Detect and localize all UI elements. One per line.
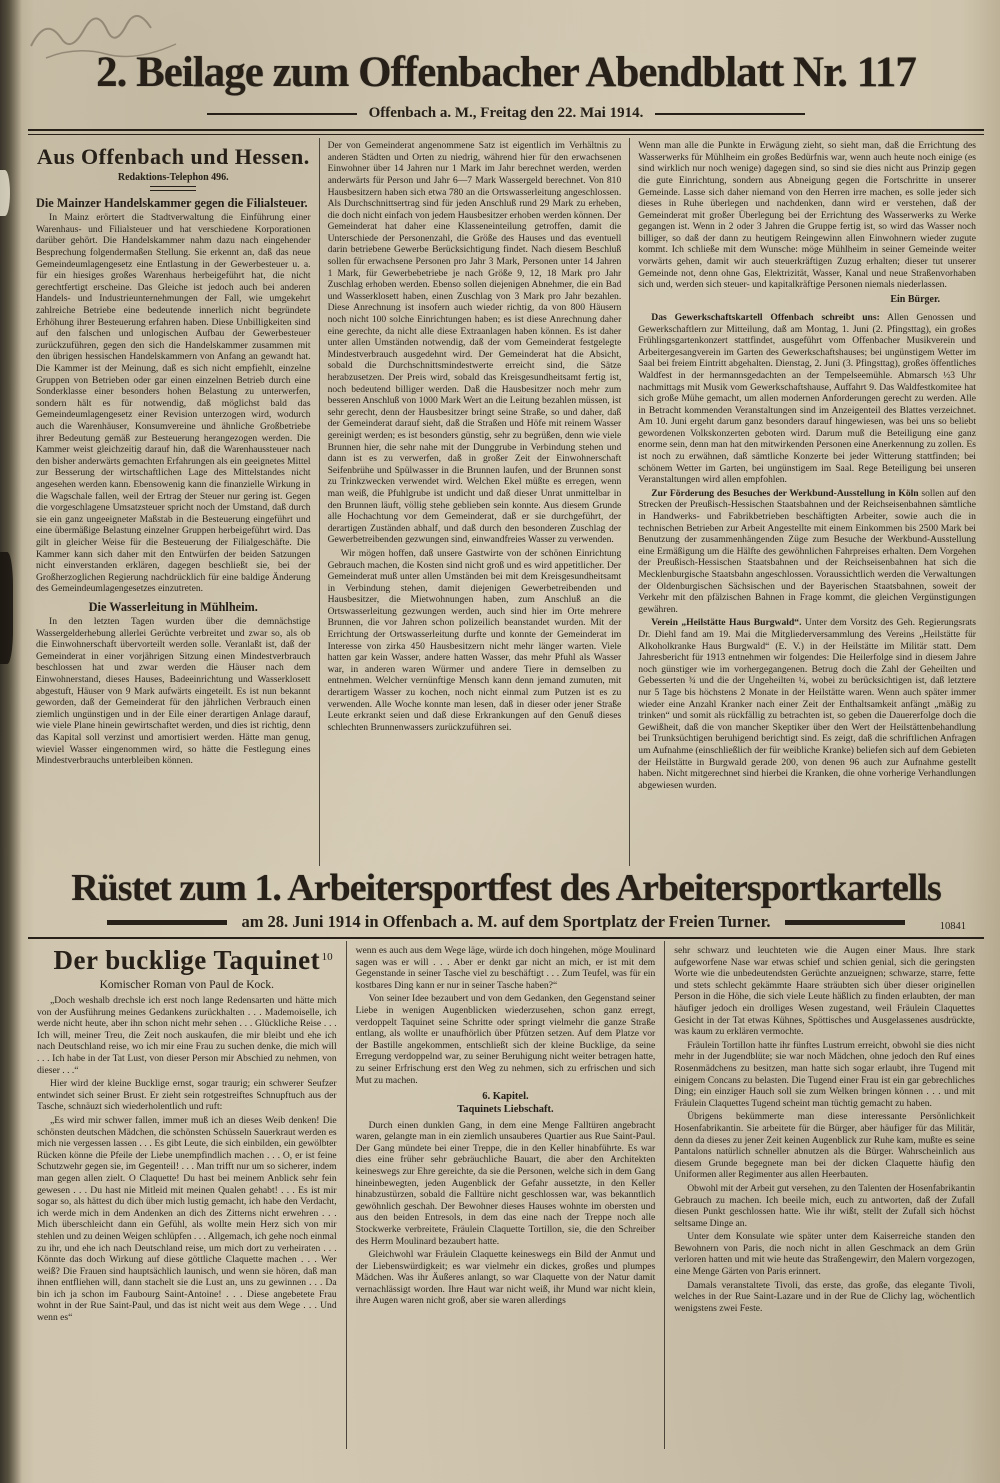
paragraph-werkbund: [638, 488, 976, 616]
paragraph: In den letzten Tagen wurden über die demnächstige Wassergelderhebung allerlei Gerüchte verbreitet und zwar so, als ob die Einwohnerschaft übervorteilt werden solle. Veranlaßt ist, daß der Gemeinderat in einer vorjährigen Sitzung einen Mindestverbrauch beschlossen hat und zwar werden die Häuser nach dem Einwohnerstand, dieses Hauses, Badeeinrichtung und Wasserklosett abgestuft, Häuser von 9 Mark aufwärts eingeteilt. Es ist nun bekannt geworden, daß der Gemeinderat für den jährlichen Verbrauch einen ziemlich ungünstigen und in der Eile einer derartigen Anlage darauf, wie viele Plane hinein gewirtschaftet werden, und dies ist richtig, denn das Kapital soll verzinst und amortisiert werden. Hätte man genug, wieviel Wasser eingenommen wird, so hätte die Festlegung eines Mindestverbrauchs unterbleiben können.: [36, 616, 311, 767]
paragraph: „Es wird mir schwer fallen, immer muß ich an dieses Weib denken! Die schönsten deutschen Mädchen, die schönsten Schüsseln Sauerkraut werden es mich nie vergessen lassen . . . Es gibt Leute, die sich einbilden, ein gewölbter Rücken könne die Pfeile der Liebe unempfindlich machen . . . O, er ist feine Schutzwehr gegen sie, im Gegenteil! . . . Man trifft nur um so sicherer, indem man gegen allen zielt. O Claquette! Du hast bei meinem Anblick sehr fein gewesen . . . Du hast nie Mitleid mit meinen Qualen gehabt! . . . Es ist mir sogar so, als hättest du dich über mich lustig gemacht, ich habe den Verdacht, ich werde mich in dem Andenken an dich des Zitterns nicht erwehren . . . Mich überschleicht dann ein Gefühl, als wollte mein Herz sich von mir stehlen und zu deinen Weigen schlüpfen . . . Allgemach, ich gehe noch einmal zu ihr, und ehe ich nach Deutschland reise, um mich dort zu verheiraten . . . Könnte das doch Wirkung auf diese göttliche Claquette machen . . . Wer weiß? Die Frauen sind hauptsächlich launisch, und wenn sie hören, daß man ihnen entfliehen will, dann stachelt sie die Lust an, uns zu gewinnen . . . Da bin ich ja schon im Faubourg Saint-Antoine! . . . Diese angebetete Frau wohnt in der Rue Saint-Paul, und das ist nicht weit aus dem Wege . . . Und wenn es“: [37, 1114, 337, 1324]
novel-text: [356, 945, 656, 1307]
news-section: [28, 138, 984, 866]
paragraph: Durch einen dunklen Gang, in dem eine Menge Falltüren angebracht waren, gelangte man in ein ziemlich unsauberes Quartier aus Rue Saint-Paul. Der Gang mündete bei einer Treppe, die in den Keller hinabführte. Es war dies eine früher sehr gebräuchliche Bauart, die aber den Architekten keineswegs zur Ehre gereichte, da sie die Personen, welche sich in dem Gang hineinbewegten, jeden Augenblick der Gefahr aussetzte, in den Keller hinabzustürzen, sobald die Falltüre nicht geschlossen war, was bekanntlich gewöhnlich geschah. Der Bewohner dieses Hauses wohnte im obersten und aus den beiden Entresols, in dem das eine nach der Treppe noch alle Stockwerke verbreitete, Fräulein Claquette Tortillon, sie, die den Schreiber des Herrn Moulinard bezaubert hatte.: [355, 1119, 656, 1247]
article-heading-wasserleitung: Die Wasserleitung in Mühlheim.: [88, 599, 258, 614]
paragraph-gewerkschaftshaus: [638, 312, 976, 486]
feuilleton-section: [28, 941, 984, 1449]
banner-headline: Rüstet zum 1. Arbeitersportfest des Arbeitersportkartells: [71, 867, 941, 910]
chapter-number: 6. Kapitel.: [482, 1091, 529, 1103]
dateline-row: [28, 105, 984, 122]
torn-edge-mark: [0, 170, 10, 216]
paragraph-text: Unter dem Vorsitz des Geh. Regierungsrats Dr. Diehl fand am 19. Mai die Mitgliederversammlung des Vereins „Heilstätte für Alkoholkranke Haus Burgwald“ (E. V.) in der Heilstätte im Militär statt. Dem Jahresbericht für 1913 entnehmen wir folgendes: Die Heilerfolge sind in diesem Jahre noch günstiger wie im vorhergegangenen. Betrug doch die Zahl der Geheilten und Gebesserten ¾ und die der Ungeheilten ¼, wobei zu berücksichtigen ist, daß letztere nur 5 Tage bis höchstens 2 Monate in der Heilstätte waren. Wenn auch später immer wieder eine Anzahl Kranker nach einer Zeit der Enthaltsamkeit anfängt „mäßig zu trinken“ und somit als rückfällig zu betrachten ist, so geben die Dauererfolge doch die Gewißheit, daß die von mancher Skeptiker über den Wert der Heilstättenbehandlung bei Trunksüchtigen beruhigend berichtigt sind. Es zeigt, daß die schriftlichen Anfragen um Aufnahme (einschließlich der für weibliche Kranke) beliefen sich auf dem Gebieten der Heilstätte in Burgwald gerade 200, von denen 96 auch zur Aufnahme gestellt haben. Nicht mitgerechnet sind hierbei die Kranken, die ohne vorherige Verhandlungen abgewiesen wurden.: [638, 617, 976, 791]
feuilleton-column-2: [347, 941, 666, 1449]
paragraph: In Mainz erörtert die Stadtverwaltung die Einführung einer Warenhaus- und Filialsteuer und hat verschiedene Korporationen darüber gehört. Die Handelskammer nahm dazu nach eingehender Besprechung folgendermaßen Stellung. Sie erkennt an, daß das neue Gemeindeumlagengesetz eine Entlastung in der Gewerbesteuer u. a. für ein hiesiges großes Warenhaus herbeigeführt hat, die nicht gerechtfertigt erscheine. Das Gleiche ist jedoch auch bei anderen Handels- und Industrieunternehmungen der Fall, wie umgekehrt zahlreiche Betriebe eine bedeutende innerlich nicht begründete Erhöhung ihrer Besteuerung erfahren haben. Diese Unbilligkeiten sind auf den falschen und unlogischen Aufbau der Gewerbesteuer zurückzuführen, gegen den sich die Handelskammer zusammen mit den übrigen hessischen Handelskammern von Anfang an gewandt hat. Die Kammer ist der Meinung, daß es sich nicht empfiehlt, einzelne Gruppen von Betrieben oder gar einen einzelnen Betrieb durch eine Sonderklasse einer besonders hohen Belastung zu unterwerfen, sondern hält es für notwendig, daß möglichst bald das Gemeindeumlagengesetz einer Revision unterzogen wird, wodurch auch die Warenhäuser, Konsumvereine und ähnliche Großbetriebe ihrer Bedeutung gemäß zur Besteuerung herangezogen werden. Die Kammer weist gleichzeitig darauf hin, daß die Warenhaussteuer nach den bisher anderwärts gemachten Erfahrungen als ein geeignetes Mittel zur Besserung der wirtschaftlichen Lage des Mittelstandes nicht angesehen werden kann. Ebensowenig kann die finanzielle Wirkung in die Wagschale fallen, weil der Ertrag der Steuer nur gering ist. Gegen die vorgeschlagene Umsatzsteuer spricht noch der Umstand, daß durch sie ein ganz ungeeigneter Maßstab in die Besteuerung eingeführt und eine übermäßige Belastung einzelner Gruppen herbeigeführt wird. Das gilt in gleicher Weise für die Besteuerung der Filialgeschäfte. Die Kammer kann sich daher mit den Entwürfen der beiden Satzungen nicht einverstanden erklären, dagegen beschließt sie, bei der Großherzoglichen Regierung nachdrücklich für eine baldige Änderung des Gemeindeumlagengesetzes einzutreten.: [36, 212, 311, 595]
banner-rule-right: [785, 920, 905, 925]
paragraph: Wir mögen hoffen, daß unsere Gastwirte von der schönen Einrichtung Gebrauch machen, die Kosten sind nicht groß und es wird appetitlicher. Der Gemeinderat muß unter allen Umständen bei mit dem Kreisgesundheitsamt in Verbindung stehen, damit diejenigen Gewerbetreibenden und Hausbesitzer, die Mietwohnungen haben, zum Anschluß an die Ortswasserleitung gezwungen werden, auch sind hier im Orte mehrere Brunnen, die vor Jahren schon polizeilich beanstandet wurden. Mit der Errichtung der Ortswasserleitung durfte und konnte der Gemeinderat im Interesse von zirka 450 Hausbesitzern nicht mehr länger warten. Viele hatten gar kein Wasser, andere hatten Wasser, das mehr Pfuhl als Wasser war, in anderen waren Würmer und andere Tiere in demselben zu entnehmen. Welcher vernünftige Mensch kann denn jemand zumuten, mit derartigem Wasser zu kochen, noch nicht einmal zum Putzen ist es zu verwenden. Alle Woche konnte man lesen, daß in dieser oder jener Straße Leute erkrankt seien und daß diese Erkrankungen auf den Genuß dieses schlechten Brunnenwassers zurückzuführen sei.: [327, 547, 622, 733]
novel-text: [674, 945, 975, 1314]
masthead: [28, 6, 984, 135]
paragraph: Wenn man alle die Punkte in Erwägung zieht, so sieht man, daß die Errichtung des Wasserwerks für Mühlheim ein großes Bedürfnis war, wenn auch heute noch einige (es sind wirklich nur noch wenige) dagegen sind, so sind sie dies nicht aus Prinzip gegen die gute Einrichtung, sondern aus Abneigung gegen die Fortschritte in unserer Gemeinde. Lasse sich daher niemand von den Herren irre machen, es solle jeder sich dieses in Ruhe überlegen und nachdenken, dann wird er verstehen, daß der Gemeinderat mit großer Überlegung bei der Errichtung des Wasserwerks zu Werke gegangen ist. Wenn in 2 oder 3 Jahren die Gruppe fertig ist, so wird das Wasser noch billiger, so daß der dann zu heutigem Reingewinn allen Einwohnern wieder zugute kommt. Ich schließe mit dem Wunsche: möge Mühlheim in seiner Gemeinde weiter vorwärts gehen, damit wir auch steuerkräftigen Zuzug erhalten; dieser tut unserer Gemeinde not, denn ohne Gas, Elektrizität, Wasser, Kanal und neue Straßenvorhaben sich und, werden sich steuer- und kapitalkräftige Personen niemals niederlassen.: [638, 140, 976, 291]
novel-title: Der bucklige Taquinet: [53, 945, 321, 976]
paragraph-text: sollen auf den Strecken der Preußisch-Hessischen Staatsbahnen und der Reichseisenbahnen sämtliche in Handwerks- und Fabrikbetrieben beschäftigten Arbeiter, sowie auch die in technischen Betrieben zur Arbeit Angestellte mit einem Einkommen bis 2500 Mark bei Benutzung der zusammenhängenden Züge zum Besuche der Werkbund-Ausstellung eine Ermäßigung um die Hälfte des gewöhnlichen Fahrpreises erhalten. Dem Vorgehen der Preußisch-Hessischen Staatsbahnen und der Reichseisenbahnen hat sich die Mecklenburgische Staatsbahn angeschlossen. Voraussichtlich werden die Verwaltungen der Oldenburgischen Sächsischen und der Bayerischen Staatsbahnen, soweit der Verkehr mit den pfälzischen Bahnen in Frage kommt, die gleichen Vergünstigungen gewähren.: [638, 487, 976, 615]
paragraph-lead: Das Gewerkschaftskartell Offenbach schreibt uns:: [651, 311, 880, 323]
article-body-filialsteuer: [36, 212, 311, 595]
paragraph-lead: Zur Förderung des Besuches der Werkbund-Ausstellung in Köln: [651, 487, 919, 499]
paragraph: Übrigens bekümmerte man diese interessante Persönlichkeit Hosenfabrikantin. Sie arbeitete für die Bürger, aber häufiger für das Militär, denn da dieses zu jener Zeit keinen Augenblick zur Ruhe kam, mußte es seine Pantalons natürlich schneller abnutzen als die Bürger. Wahrscheinlich aus diesem Grunde begegnete man bei der dicken Claquette häufig den Uniformen aller Regimenter aus allen Heerbauten.: [674, 1111, 975, 1181]
article-heading-filialsteuer: Die Mainzer Handelskammer gegen die Filialsteuer.: [36, 196, 308, 211]
paragraph: Hier wird der kleine Bucklige ernst, sogar traurig; ein schwerer Seufzer entwindet sich seiner Brust. Er zieht sein rotgestreiftes Schnupftuch aus der Tasche, schnäuzt sich wiederholentlich und ruft:: [37, 1078, 337, 1113]
paragraph: Unter dem Konsulate wie später unter dem Kaiserreiche standen den Bewohnern von Paris, die noch nicht in allen Geschmack an dem Grün verloren hatten und mit wie heute das Straßengewirr, den Malern vorgezogen, eine Menge Gärten von Paris erinnert.: [674, 1231, 975, 1278]
sportfest-banner: [28, 866, 984, 939]
ink-blotch: [0, 552, 13, 664]
paragraph: Von seiner Idee bezaubert und von dem Gedanken, den Gegenstand seiner Liebe in wenigen Augenblicken wiederzusehen, schon ganz erregt, verdoppelt Taquinet seine Schritte oder springt vielmehr die ganze Straße entlang, als wollte er unaufhörlich über Pfützen setzen. Auf dem Platze vor der Bastille angekommen, entschließt sich der kleine Bucklige, da seine Erregung verdoppelnd war, zu seiner Beruhigung nicht weiter betragen hatte, zu seiner Erfrischung erst den Weg zu nehmen, sich zu erfrischen und sich Mut zu machen.: [355, 993, 656, 1086]
paragraph: wenn es auch aus dem Wege läge, würde ich doch hingehen, möge Moulinard sagen was er will . . . Aber er denkt gar nicht an mich, er ist mit dem Gegenstande in seiner Tasche viel zu beschäftigt . . . Zum Teufel, was für ein kostbares Ding kann er nur in seiner Tasche haben?“: [355, 945, 656, 991]
news-column-3: [630, 138, 984, 866]
paragraph-lead: Verein „Heilstätte Haus Burgwald“.: [651, 617, 802, 629]
dateline: Offenbach a. M., Freitag den 22. Mai 1914.: [368, 105, 644, 122]
redaktion-telephone: Redaktions-Telephon 496.: [117, 172, 229, 184]
paragraph: Obwohl mit der Arbeit gut versehen, zu den Talenten der Hosenfabrikantin Gebrauch zu machen. Ich beeile mich, euch zu antworten, daß der Zufall diesen Punkt geschlossen hatte. Wie ihr wißt, stellt der Zufall sich höchst seltsame Dinge an.: [674, 1182, 975, 1229]
paragraph: Damals veranstaltete Tivoli, das erste, das große, das elegante Tivoli, welches in der Rue Saint-Lazare und in der Rue de Clichy lag, wöchentlich wenigstens zwei Feste.: [674, 1279, 975, 1314]
banner-rule-left: [107, 920, 227, 925]
paragraph-text: Allen Genossen und Gewerkschaftlern zur Mitteilung, daß am Montag, 1. Juni (2. Pfingsttag), ein großes Frühlingsgartenkonzert stattfindet, ausgeführt vom Offenbacher Musikverein und Arbeitergesangverein im Garten des Gewerkschaftshauses; bei ungünstigem Wetter im Saal bei freiem Eintritt abgehalten. Dienstag, 2. Juni (3. Pfingsttag), großes öffentliches Waldfest in der hermannsgedachten an der Tempelseemühle. Abmarsch ½3 Uhr nachmittags mit Musik vom Gewerkschaftshause, Auffahrt 9. Das Waldfestkomitee hat sich große Mühe gemacht, um allen modernen Anforderungen gerecht zu werden. Alle in Betracht kommenden Veranstaltungen sind im Anzeigenteil des Blattes verzeichnet. Am 10. Juni ergeht darum ganz besonders darauf hingewiesen, was bei uns so beliebt gewordenen Volkskonzerten geboten wird. Darum muß die Beteiligung eine ganz enorme sein, denn man hat den mitwirkenden Personen eine Anerkennung zu zollen. Es ist noch zu erwähnen, daß sämtliche Konzerte bei jeder Witterung stattfinden; bei schönem Wetter im Garten, bei ungünstigem im Saal. Rege Beteiligung bei unseren Veranstaltungen wird allen empfohlen.: [638, 311, 976, 486]
section-ornament-rule: [150, 186, 196, 191]
novel-subtitle: Komischer Roman von Paul de Kock.: [99, 979, 274, 992]
paragraph: „Doch weshalb drechsle ich erst noch lange Redensarten und hätte mich von der Ausführung meines Gedankens zurückhalten . . . Mademoiselle, ich werde nicht heute, aber ihn schon nicht mehr sehen . . . Glückliche Reise . . . Ich will, meiner Treu, die Zeit noch auskaufen, die mir bleibt und ehe ich nach Deutschland reise, wo ich mir eine Frau zu suchen denke, die mich will . . . Ich habe in der Tat Lust, von dieser Person mir Abschied zu nehmen, von dieser . . .“: [37, 995, 337, 1076]
paragraph: Der von Gemeinderat angenommene Satz ist eigentlich im Verhältnis zu anderen Städten und Orten zu niedrig, während hier für den erwachsenen Einwohner über 14 Jahren nur 1 Mark im Jahr berechnet werden, werden anderwärts für Person und Jahr 6—7 Mark Wassergeld berechnet. Von 810 Hausbesitzern haben sich etwa 780 an die Ortswasserleitung angeschlossen. Als Durchschnittsertrag sind für jeden Anschluß rund 29 Mark zu erheben, die doch nicht einfach von jedem Hausbesitzer erhoben werden können. Der Gemeinderat hat daher eine Klasseneinteilung getroffen, damit die Unterschiede der Personenzahl, die Größe des Hauses und das eventuell darin betriebene Gewerbe Berücksichtigung findet. Nach diesem Beschluß sollen für erwachsene Personen pro Jahr 3 Mark, Personen unter 14 Jahren 1 Mark, für Gewerbebetriebe je nach Größe 9, 12, 18 Mark pro Jahr Zuschlag erhoben werden. Ebenso sollen diejenigen Abnehmer, die ein Bad und Wasserklosett haben, einen Zuschlag von 3 Mark pro Jahr bezahlen. Diese Anrechnung ist insofern auch wieder richtig, da von 800 Häusern noch nicht 100 solche Einrichtungen haben; es ist diese Anrechnung daher eine gerechte, da nicht alle diese Extraanlagen haben können. Es ist daher unter allen Umständen notwendig, daß der vom Gemeinderat festgelegte Mindestverbrauch ausgedehnt wird. Der Gemeinderat hat die Absicht, sobald die Durchschnittsmindestwerte erreicht sind, die Sätze herabzusetzen. Der Preis wird, sobald das Kreisgesundheitsamt fertig ist, noch bedeutend billiger werden. Daß die Hausbesitzer noch mehr zum besseren Anschluß von 1000 Mark Wert an die Leitung bezahlen müssen, ist sehr gerecht, denn der Hausbesitzer bringt seine Straße, so und daher, daß der Gemeinderat darauf sieht, daß die Straßen und Höfe mit reinem Wasser gereinigt werden; es ist besonders günstig, sehr zu begrüßen, denn wie viele Brunnen hier, die sehr nahe mit der Dunggrube in Verbindung stehen und dann ist es zu verwerfen, daß in großer Zeit der Einwohnerschaft Seifenbrühe und Spülwasser in die Brunnen laufen, und der Brunnen sonst zu Trinkzwecken verwendet wird. Welchen Ekel müßte es erregen, wenn man weiß, die Pfuhlgrube ist undicht und daß dieser Unrat unmittelbar in den Brunnen läuft, völlig stehe geblieben sein konnte. Aus diesem Grunde alle Hochachtung vor dem Gemeinderat, daß er sie durchgeführt, der derartigen Zuständen abhalf, und daß durch den besonderen Zuschlag der Gewerbetreibenden gezwungen sind, einwandfreies Wasser zu verwenden.: [327, 140, 622, 546]
newspaper-title: 2. Beilage zum Offenbacher Abendblatt Nr. 117: [96, 49, 916, 96]
paragraph: sehr schwarz und leuchteten wie die Augen einer Maus. Ihre stark aufgeworfene Nase war etwas schief und schien genial, sich die geringsten Worte wie die unbedeutendsten Gerüchte anzueignen; schwarze, starre, fette und stets schlecht gekämmte Haare sträubten sich über dieser originellen Person in die Höhe, die sich viele Leute häßlich zu finden erlaubten, der man häufiger jedoch ein drolliges Wesen zugestand, weil Fräulein Claquettes Gesicht in der Tat etwas Kühnes, Spöttisches und Ausgelassenes ausdrückte, was kaum zu erklären vermochte.: [674, 945, 975, 1038]
banner-subline: am 28. Juni 1914 in Offenbach a. M. auf dem Sportplatz der Freien Turner.: [241, 912, 771, 932]
paragraph: Gleichwohl war Fräulein Claquette keineswegs ein Bild der Anmut und der Liebenswürdigkeit; es war vielmehr ein dickes, großes und plumpes Mädchen. Was ihr Äußeres anlangt, so war Claquette von der Natur damit vernachlässigt worden. Ihre Haut war nicht weiß, ihr Mund war nicht klein, ihre Augen waren nicht groß, aber sie waren allerdings: [355, 1249, 656, 1307]
news-column-1: [28, 138, 320, 866]
feuilleton-column-3: [665, 941, 984, 1449]
wasserleitung-continuation: [328, 140, 622, 733]
paragraph-heilstaette: [638, 617, 976, 791]
section-title: Aus Offenbach und Hessen.: [36, 144, 310, 170]
column3-body: [638, 140, 976, 791]
news-column-2: [320, 138, 631, 866]
feuilleton-header: [37, 945, 337, 991]
paragraph: Fräulein Tortillon hatte ihr fünftes Lustrum erreicht, obwohl sie dies nicht mehr in der Jugendblüte; sie war noch Mädchen, ohne jedoch den Ruf eines Rosenmädchens zu besitzen, man hatte sich sogar erlaubt, ihre Tugend mit einigem Concans zu belasten. Die Tugend einer Frau ist ein gar gebrechliches Ding; ein einziger Hauch soll sie zum Welken bringen können . . . und mit Fräulein Claquettes Tugend scheint man tüchtig gemacht zu haben.: [674, 1039, 975, 1109]
novel-text: [37, 995, 337, 1324]
masthead-divider: [28, 129, 984, 135]
chapter-title: Taquinets Liebschaft.: [457, 1103, 554, 1115]
installment-number: 10: [321, 951, 333, 964]
binding-shadow: [0, 0, 22, 1483]
dateline-rule-right: [655, 113, 805, 115]
page-content: [28, 6, 984, 1449]
feuilleton-column-1: [28, 941, 347, 1449]
reader-signature: Ein Bürger.: [890, 293, 940, 305]
article-body-wasserleitung: [36, 616, 311, 767]
banner-ad-number: 10841: [939, 921, 966, 933]
banner-subline-row: [28, 912, 984, 932]
dateline-rule-left: [207, 113, 357, 115]
